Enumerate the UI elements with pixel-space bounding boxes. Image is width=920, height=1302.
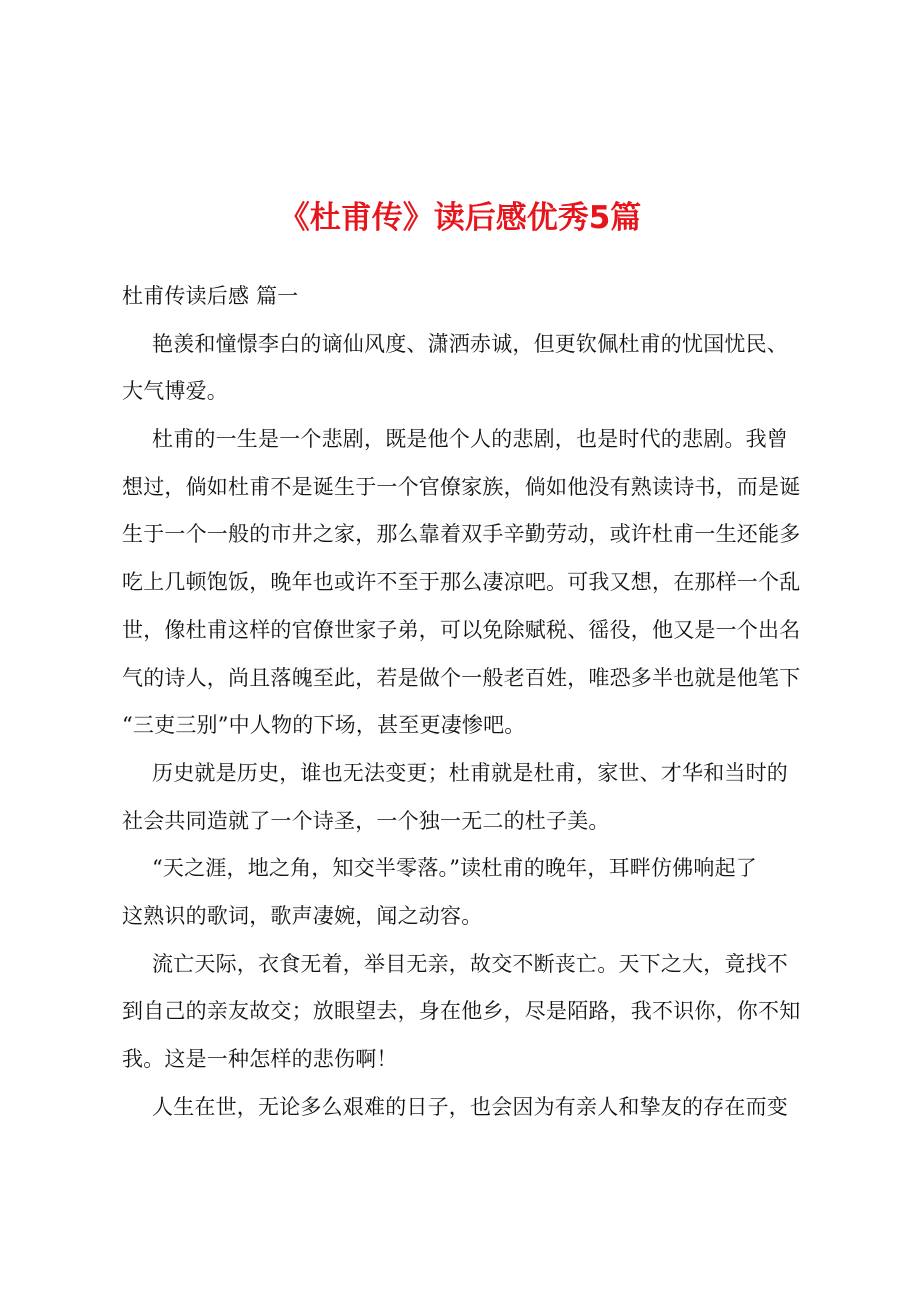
document-title: 《杜甫传》读后感优秀5篇 <box>278 200 642 236</box>
paragraph-line: 流亡天际，衣食无着，举目无亲，故交不断丧亡。天下之大，竟找不 <box>152 951 788 976</box>
paragraph-line: “天之涯，地之角，知交半零落。”读杜甫的晚年，耳畔仿佛响起了 <box>152 856 757 881</box>
paragraph-line: 人生在世，无论多么艰难的日子，也会因为有亲人和挚友的存在而变 <box>152 1094 788 1119</box>
paragraph-line: 艳羡和憧憬李白的谪仙风度、潇洒赤诚，但更钦佩杜甫的忧国忧民、 <box>152 331 788 356</box>
paragraph-line: 历史就是历史，谁也无法变更；杜甫就是杜甫，家世、才华和当时的 <box>152 760 788 785</box>
paragraph-line: 到自己的亲友故交；放眼望去，身在他乡，尽是陌路，我不识你，你不知 <box>122 999 801 1024</box>
paragraph-line: 这熟识的歌词，歌声凄婉，闻之动容。 <box>122 903 483 928</box>
paragraph-line: 世，像杜甫这样的官僚世家子弟，可以免除赋税、徭役，他又是一个出名 <box>122 617 801 642</box>
paragraph-line: 气的诗人，尚且落魄至此，若是做个一般老百姓，唯恐多半也就是他笔下 <box>122 665 801 690</box>
section-heading: 杜甫传读后感 篇一 <box>122 284 299 308</box>
paragraph-line: 我。这是一种怎样的悲伤啊！ <box>122 1047 398 1071</box>
paragraph-line: 生于一个一般的市井之家，那么靠着双手辛勤劳动，或许杜甫一生还能多 <box>122 522 801 547</box>
document-body <box>122 273 822 1131</box>
paragraph-line: 想过，倘如杜甫不是诞生于一个官僚家族，倘如他没有熟读诗书，而是诞 <box>122 474 801 499</box>
paragraph-line: 大气博爱。 <box>122 379 228 404</box>
paragraph-line: 杜甫的一生是一个悲剧，既是他个人的悲剧，也是时代的悲剧。我曾 <box>152 427 788 452</box>
paragraph-line: 吃上几顿饱饭，晚年也或许不至于那么凄凉吧。可我又想，在那样一个乱 <box>122 570 801 595</box>
paragraph-line: 社会共同造就了一个诗圣，一个独一无二的杜子美。 <box>122 808 610 833</box>
paragraph-line: “三吏三别”中人物的下场，甚至更凄惨吧。 <box>122 713 526 738</box>
